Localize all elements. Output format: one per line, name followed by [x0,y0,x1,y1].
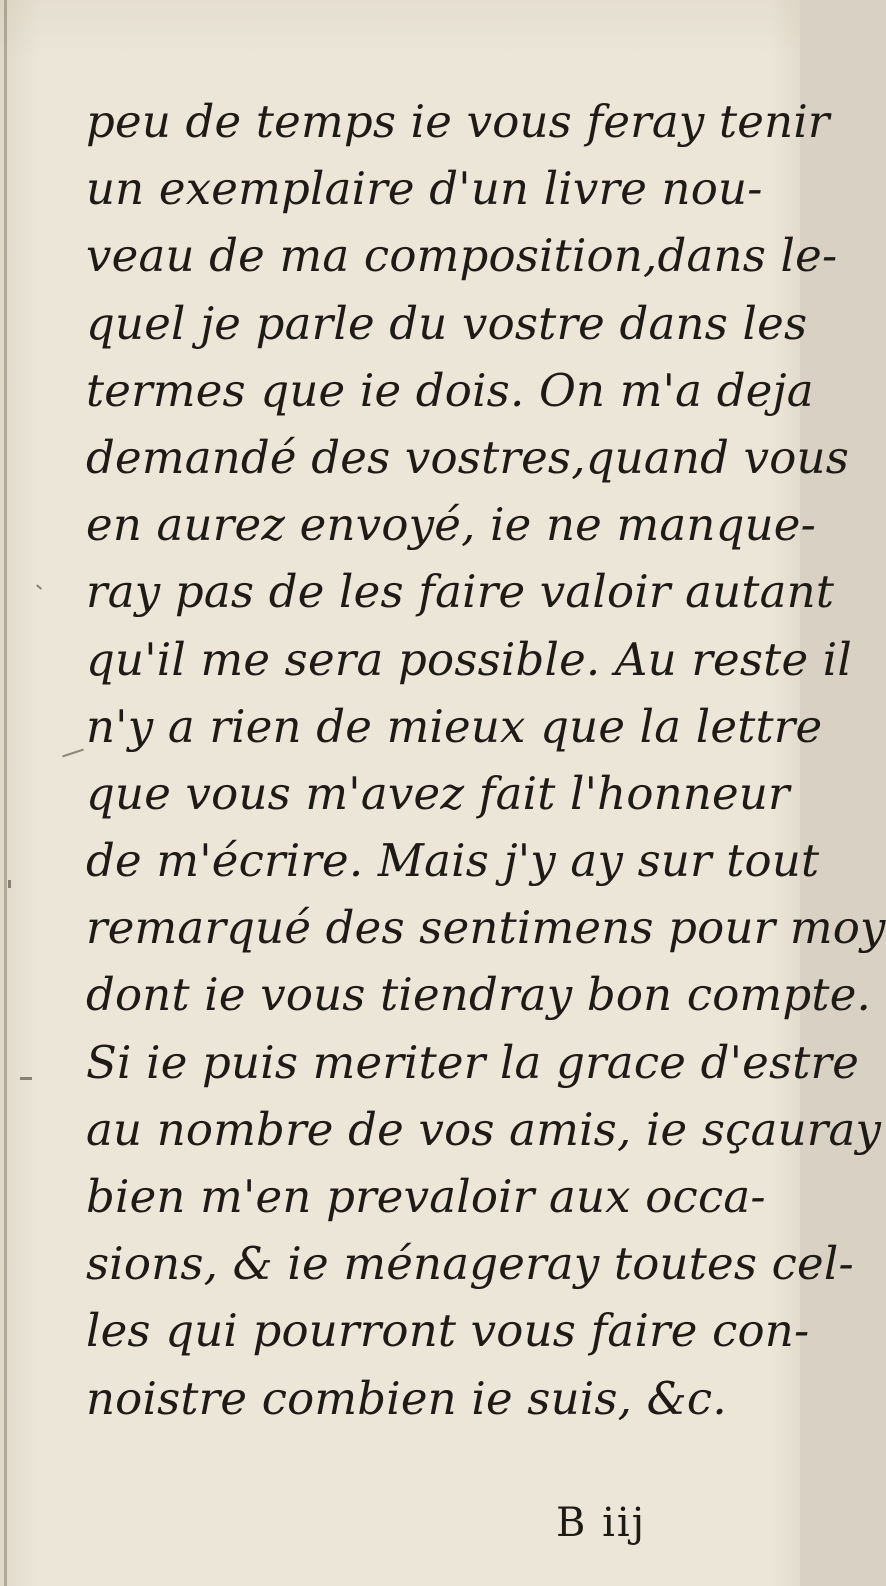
text-line: veau de ma composition,dans le- [86,229,838,283]
text-line: termes que ie dois. On m'a deja [86,363,814,417]
text-line: dont ie vous tiendray bon compte. [86,968,872,1022]
text-line: en aurez envoyé, ie ne manque- [86,498,817,552]
text-line: bien m'en prevaloir aux occa- [86,1170,766,1223]
text-line: Si ie puis meriter la grace d'estre [86,1035,860,1089]
margin-speck [8,880,11,888]
text-line: au nombre de vos amis, ie sçauray [86,1102,882,1156]
text-line: que vous m'avez fait l'honneur [86,766,790,820]
signature-mark: B iij [556,1500,647,1546]
page-gutter [4,0,7,1586]
text-line: peu de temps ie vous feray tenir [86,95,830,148]
text-line: ray pas de les faire valoir autant [86,565,835,619]
text-line: sions, & ie ménageray toutes cel- [86,1237,854,1291]
text-line: n'y a rien de mieux que la lettre [86,699,823,753]
margin-speck [62,749,84,758]
body-text [86,88,886,1432]
text-line: un exemplaire d'un livre nou- [86,162,763,216]
margin-speck [20,1077,32,1080]
margin-speck [36,584,42,589]
text-line: les qui pourront vous faire con- [86,1304,810,1358]
text-line: remarqué des sentimens pour moy [86,901,886,955]
text-line: demandé des vostres,quand vous [86,430,850,484]
text-line: quel je parle du vostre dans les [86,296,808,350]
text-line: de m'écrire. Mais j'y ay sur tout [86,834,820,888]
text-line: noistre combien ie suis, &c. [86,1371,727,1425]
text-line: qu'il me sera possible. Au reste il [86,632,852,686]
